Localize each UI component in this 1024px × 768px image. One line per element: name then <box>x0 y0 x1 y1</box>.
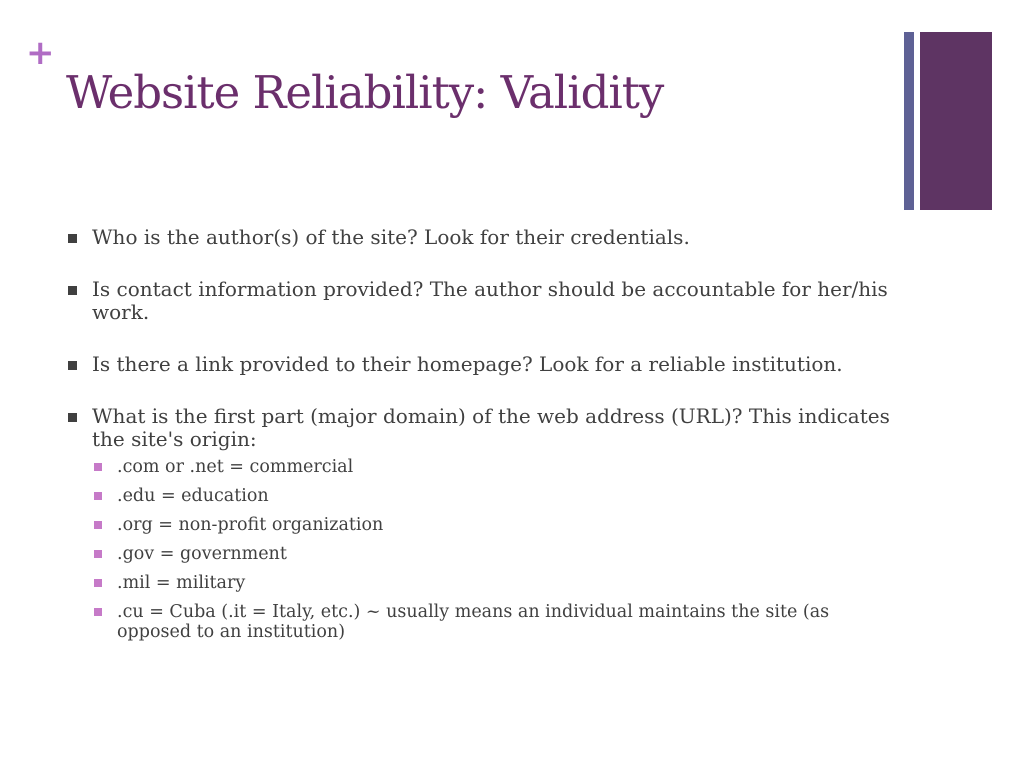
plus-mark: + <box>26 33 55 73</box>
sub-bullet-cu <box>92 602 892 642</box>
domain-sub-list <box>92 457 892 642</box>
sub-bullet-edu <box>92 486 892 506</box>
sub-bullet-gov <box>92 544 892 564</box>
decorative-bar-thick <box>920 32 992 210</box>
sub-bullet-text: .mil = military <box>117 573 246 593</box>
slide-title: Website Reliability: Validity <box>66 66 664 119</box>
square-bullet-icon <box>68 234 77 243</box>
square-bullet-icon <box>68 413 77 422</box>
bullet-item-domain <box>68 405 898 451</box>
bullet-item-homepage <box>68 353 898 376</box>
bullet-item-contact <box>68 278 898 324</box>
square-bullet-icon <box>94 492 102 500</box>
sub-bullet-com <box>92 457 892 477</box>
bullet-item-author <box>68 226 898 249</box>
bullet-text: Who is the author(s) of the site? Look for their credentials. <box>92 225 690 249</box>
bullet-text: Is there a link provided to their homepage? Look for a reliable institution. <box>92 352 843 376</box>
square-bullet-icon <box>68 286 77 295</box>
bullet-text: What is the first part (major domain) of the web address (URL)? This indicates the site's origin: <box>92 404 890 451</box>
square-bullet-icon <box>94 550 102 558</box>
square-bullet-icon <box>94 521 102 529</box>
sub-bullet-text: .edu = education <box>117 486 269 506</box>
sub-bullet-text: .org = non-profit organization <box>117 515 384 535</box>
square-bullet-icon <box>68 361 77 370</box>
square-bullet-icon <box>94 579 102 587</box>
square-bullet-icon <box>94 463 102 471</box>
bullet-text: Is contact information provided? The author should be accountable for her/his work. <box>92 277 888 324</box>
bullet-list <box>68 226 898 651</box>
sub-bullet-text: .com or .net = commercial <box>117 457 354 477</box>
sub-bullet-text: .gov = government <box>117 544 287 564</box>
sub-bullet-org <box>92 515 892 535</box>
sub-bullet-text: .cu = Cuba (.it = Italy, etc.) ~ usually means an individual maintains the site (as opposed to an institution) <box>117 602 830 642</box>
decorative-bar-thin <box>904 32 914 210</box>
square-bullet-icon <box>94 608 102 616</box>
sub-bullet-mil <box>92 573 892 593</box>
